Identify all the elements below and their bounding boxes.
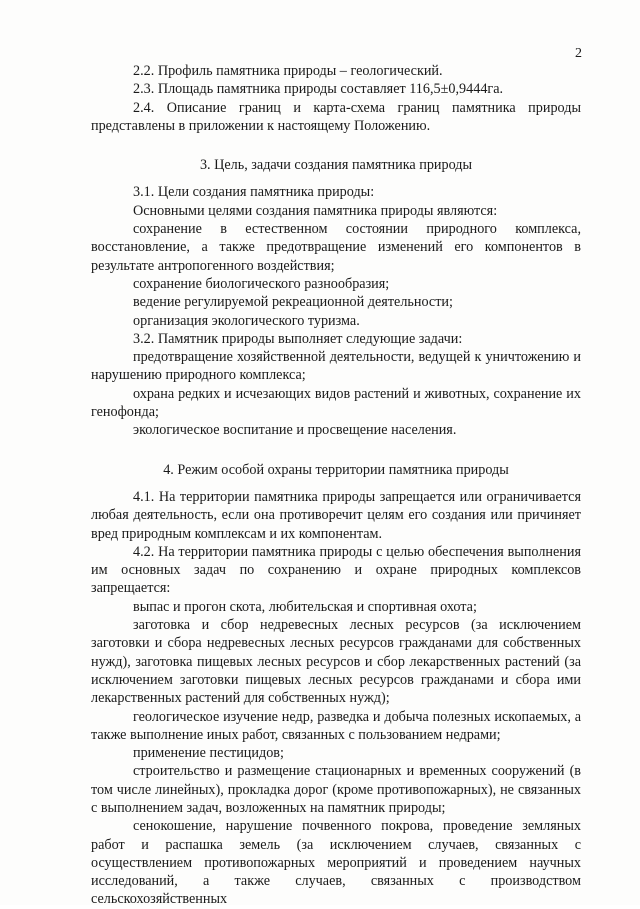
paragraph-goals-intro: Основными целями создания памятника природы являются: [133,202,498,219]
list-item-goal: сохранение биологического разнообразия; [133,275,390,292]
list-item-goal: сохранение в естественном состоянии природного комплекса, восстановление, а также предотвращение изменений его компонентов в результате антропогенного воздействия; [91,221,581,274]
list-item-prohibition: строительство и размещение стационарных и временных сооружений (в том числе линейных), прокладка дорог (кроме противопожарных), не связанных с выполнением задач, возложенных на памятник природы; [91,763,581,816]
paragraph-4-1: 4.1. На территории памятника природы запрещается или ограничивается любая деятельность, если она противоречит целям его создания или причиняет вред природным комплексам и их компонентам. [91,488,581,542]
list-item-prohibition: применение пестицидов; [133,745,284,762]
paragraph-3-2: 3.2. Памятник природы выполняет следующие задачи: [133,330,463,347]
list-item-prohibition: заготовка и сбор недревесных лесных ресурсов (за исключением заготовки и сбора недревесных лесных ресурсов гражданами для собственных нужд), заготовка пищевых лесных ресурсов и сбор лекарственных растений (за исключением заготовки пищевых лесных ресурсов гражданами и сбора ими лекарственных растений для собственных нужд); [91,617,581,707]
paragraph-3-1: 3.1. Цели создания памятника природы: [133,184,375,201]
paragraph-2-4: 2.4. Описание границ и карта-схема границ памятника природы представлены в приложении к настоящему Положению. [91,99,581,134]
list-item-prohibition: сенокошение, нарушение почвенного покрова, проведение земляных работ и распашка земель (за исключением случаев, связанных с осуществлением противопожарных мероприятий и проведением научных исследований, а также случаев, связанных с производством сельскохозяйственных [91,818,581,908]
section-heading-4: 4. Режим особой охраны территории памятника природы [163,461,509,478]
list-item-task: экологическое воспитание и просвещение населения. [133,422,457,439]
list-item-task: предотвращение хозяйственной деятельности, ведущей к уничтожению и нарушению природного комплекса; [91,349,581,384]
list-item-goal: организация экологического туризма. [133,312,360,329]
list-item-prohibition: выпас и прогон скота, любительская и спортивная охота; [133,598,477,615]
paragraph-2-3: 2.3. Площадь памятника природы составляет 116,5±0,9444га. [133,81,504,98]
paragraph-2-2: 2.2. Профиль памятника природы – геологический. [133,63,443,79]
list-item-goal: ведение регулируемой рекреационной деятельности; [133,294,453,311]
list-item-task: охрана редких и исчезающих видов растений и животных, сохранение их генофонда; [91,385,581,421]
document-body [91,62,581,909]
list-item-prohibition: геологическое изучение недр, разведка и добыча полезных ископаемых, а также выполнение иных работ, связанных с пользованием недрами; [91,708,581,743]
section-heading-3: 3. Цель, задачи создания памятника природы [199,157,473,174]
page-number: 2 [575,46,582,61]
paragraph-4-2: 4.2. На территории памятника природы с целью обеспечения выполнения им основных задач по сохранению и охране природных комплексов запрещается: [91,543,581,597]
